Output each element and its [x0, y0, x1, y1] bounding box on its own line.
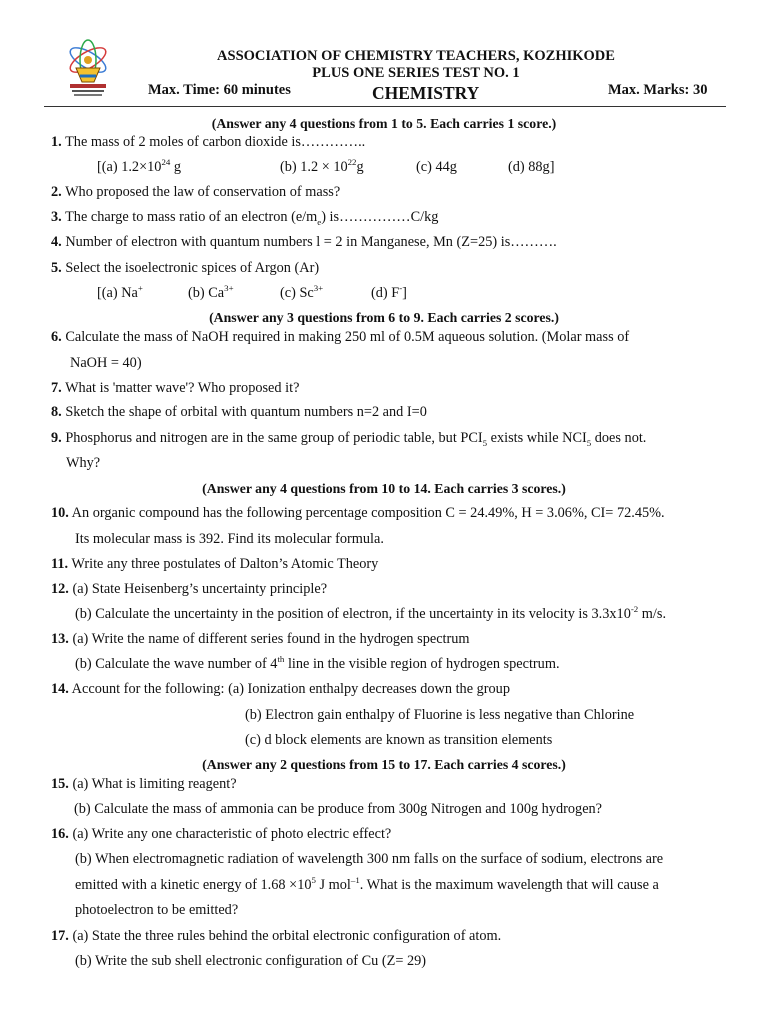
question-12-part-b: (b) Calculate the uncertainty in the position of electron, if the uncertainty in its velocity is $3.3x10^{-2}$ m/s.: [75, 604, 667, 622]
question-10-continued: Its molecular mass is 392. Find its molecular formula.: [75, 531, 384, 547]
question-2: 2. Who proposed the law of conservation of mass?: [51, 184, 341, 200]
header-divider: [44, 106, 726, 107]
question-13-part-b: (b) Calculate the wave number of 4th line in the visible region of hydrogen spectrum.: [75, 654, 560, 672]
max-time: Max. Time: 60 minutes: [148, 82, 291, 98]
section-instruction-3: (Answer any 4 questions from 10 to 14. Each carries 3 scores.): [202, 481, 566, 496]
question-1: [51, 134, 365, 151]
question-13: 13. (a) Write the name of different series found in the hydrogen spectrum: [51, 631, 470, 647]
question-5: 5. Select the isoelectronic spices of Argon (Ar): [51, 260, 320, 276]
question-10: 10. An organic compound has the following percentage composition C = 24.49%, H = 3.06%, CI= 72.45%.: [51, 505, 665, 521]
question-14-part-b: (b) Electron gain enthalpy of Fluorine is less negative than Chlorine: [245, 707, 635, 723]
question-17: 17. (a) State the three rules behind the orbital electronic configuration of atom.: [51, 928, 502, 944]
question-5-option-a: [(a) Na+: [97, 283, 143, 301]
test-title: PLUS ONE SERIES TEST NO. 1: [312, 65, 520, 81]
question-6: 6. Calculate the mass of NaOH required in making 250 ml of 0.5M aqueous solution. (Molar mass of: [51, 329, 630, 345]
question-12: 12. (a) State Heisenberg’s uncertainty principle?: [51, 581, 328, 597]
question-1-option-b: (b) $1.2 \times 10^{22}g$: [280, 157, 364, 175]
question-3: 3. The charge to mass ratio of an electron $(e/m_e)$ is……………C/kg: [51, 209, 439, 227]
subject-title: CHEMISTRY: [372, 83, 480, 103]
question-14: 14. Account for the following: (a) Ionization enthalpy decreases down the group: [51, 681, 510, 697]
question-16-part-b-line-3: photoelectron to be emitted?: [75, 902, 239, 918]
question-1-option-a: [(a) $1.2\times 10^{24}$ g: [97, 157, 182, 175]
question-1-option-d: (d) 88g]: [508, 159, 555, 175]
question-8: 8. Sketch the shape of orbital with quantum numbers n=2 and I=0: [51, 404, 427, 420]
max-marks: Max. Marks: 30: [608, 82, 708, 98]
question-6-continued: NaOH = 40): [70, 355, 142, 371]
question-15: 15. (a) What is limiting reagent?: [51, 776, 237, 792]
section-instruction-1: (Answer any 4 questions from 1 to 5. Each carries 1 score.): [211, 116, 557, 131]
question-text: The mass of 2 moles of carbon dioxide is…………..: [65, 134, 366, 150]
question-number: 1.: [51, 134, 62, 150]
question-5-option-d: (d) F-]: [371, 283, 407, 301]
question-1-option-c: (c) 44g: [416, 159, 457, 175]
question-4: 4. Number of electron with quantum numbers l = 2 in Manganese, Mn (Z=25) is……….: [51, 234, 557, 250]
section-instruction-4: (Answer any 2 questions from 15 to 17. Each carries 4 scores.): [202, 757, 566, 772]
section-instruction-2: (Answer any 3 questions from 6 to 9. Each carries 2 scores.): [209, 310, 559, 325]
question-5-option-b: (b) $Ca^{3+}$: [188, 283, 234, 301]
organization-title: ASSOCIATION OF CHEMISTRY TEACHERS, KOZHIKODE: [217, 48, 615, 64]
question-9: 9. Phosphorus and nitrogen are in the same group of periodic table, but $PCI_5$ exists while $NCI_5$ does not.: [51, 430, 647, 448]
question-9-continued: Why?: [66, 455, 101, 471]
question-14-part-c: (c) d block elements are known as transition elements: [245, 732, 553, 748]
question-17-part-b: (b) Write the sub shell electronic configuration of Cu (Z= 29): [75, 953, 427, 969]
question-15-part-b: (b) Calculate the mass of ammonia can be produce from 300g Nitrogen and 100g hydrogen?: [74, 801, 603, 817]
question-16-part-b-line-2: emitted with a kinetic energy of $1.68 \times 10^5$ J mol$^{-1}$. What is the maximum wavelength that will cause a: [75, 875, 659, 893]
question-7: 7. What is 'matter wave'? Who proposed it?: [51, 380, 300, 396]
question-11: 11. Write any three postulates of Dalton’s Atomic Theory: [51, 556, 379, 572]
question-16-part-b: (b) When electromagnetic radiation of wavelength 300 nm falls on the surface of sodium, electrons are: [75, 851, 664, 867]
question-5-option-c: (c) $Sc^{3+}$: [280, 283, 324, 301]
question-16: 16. (a) Write any one characteristic of photo electric effect?: [51, 826, 392, 842]
